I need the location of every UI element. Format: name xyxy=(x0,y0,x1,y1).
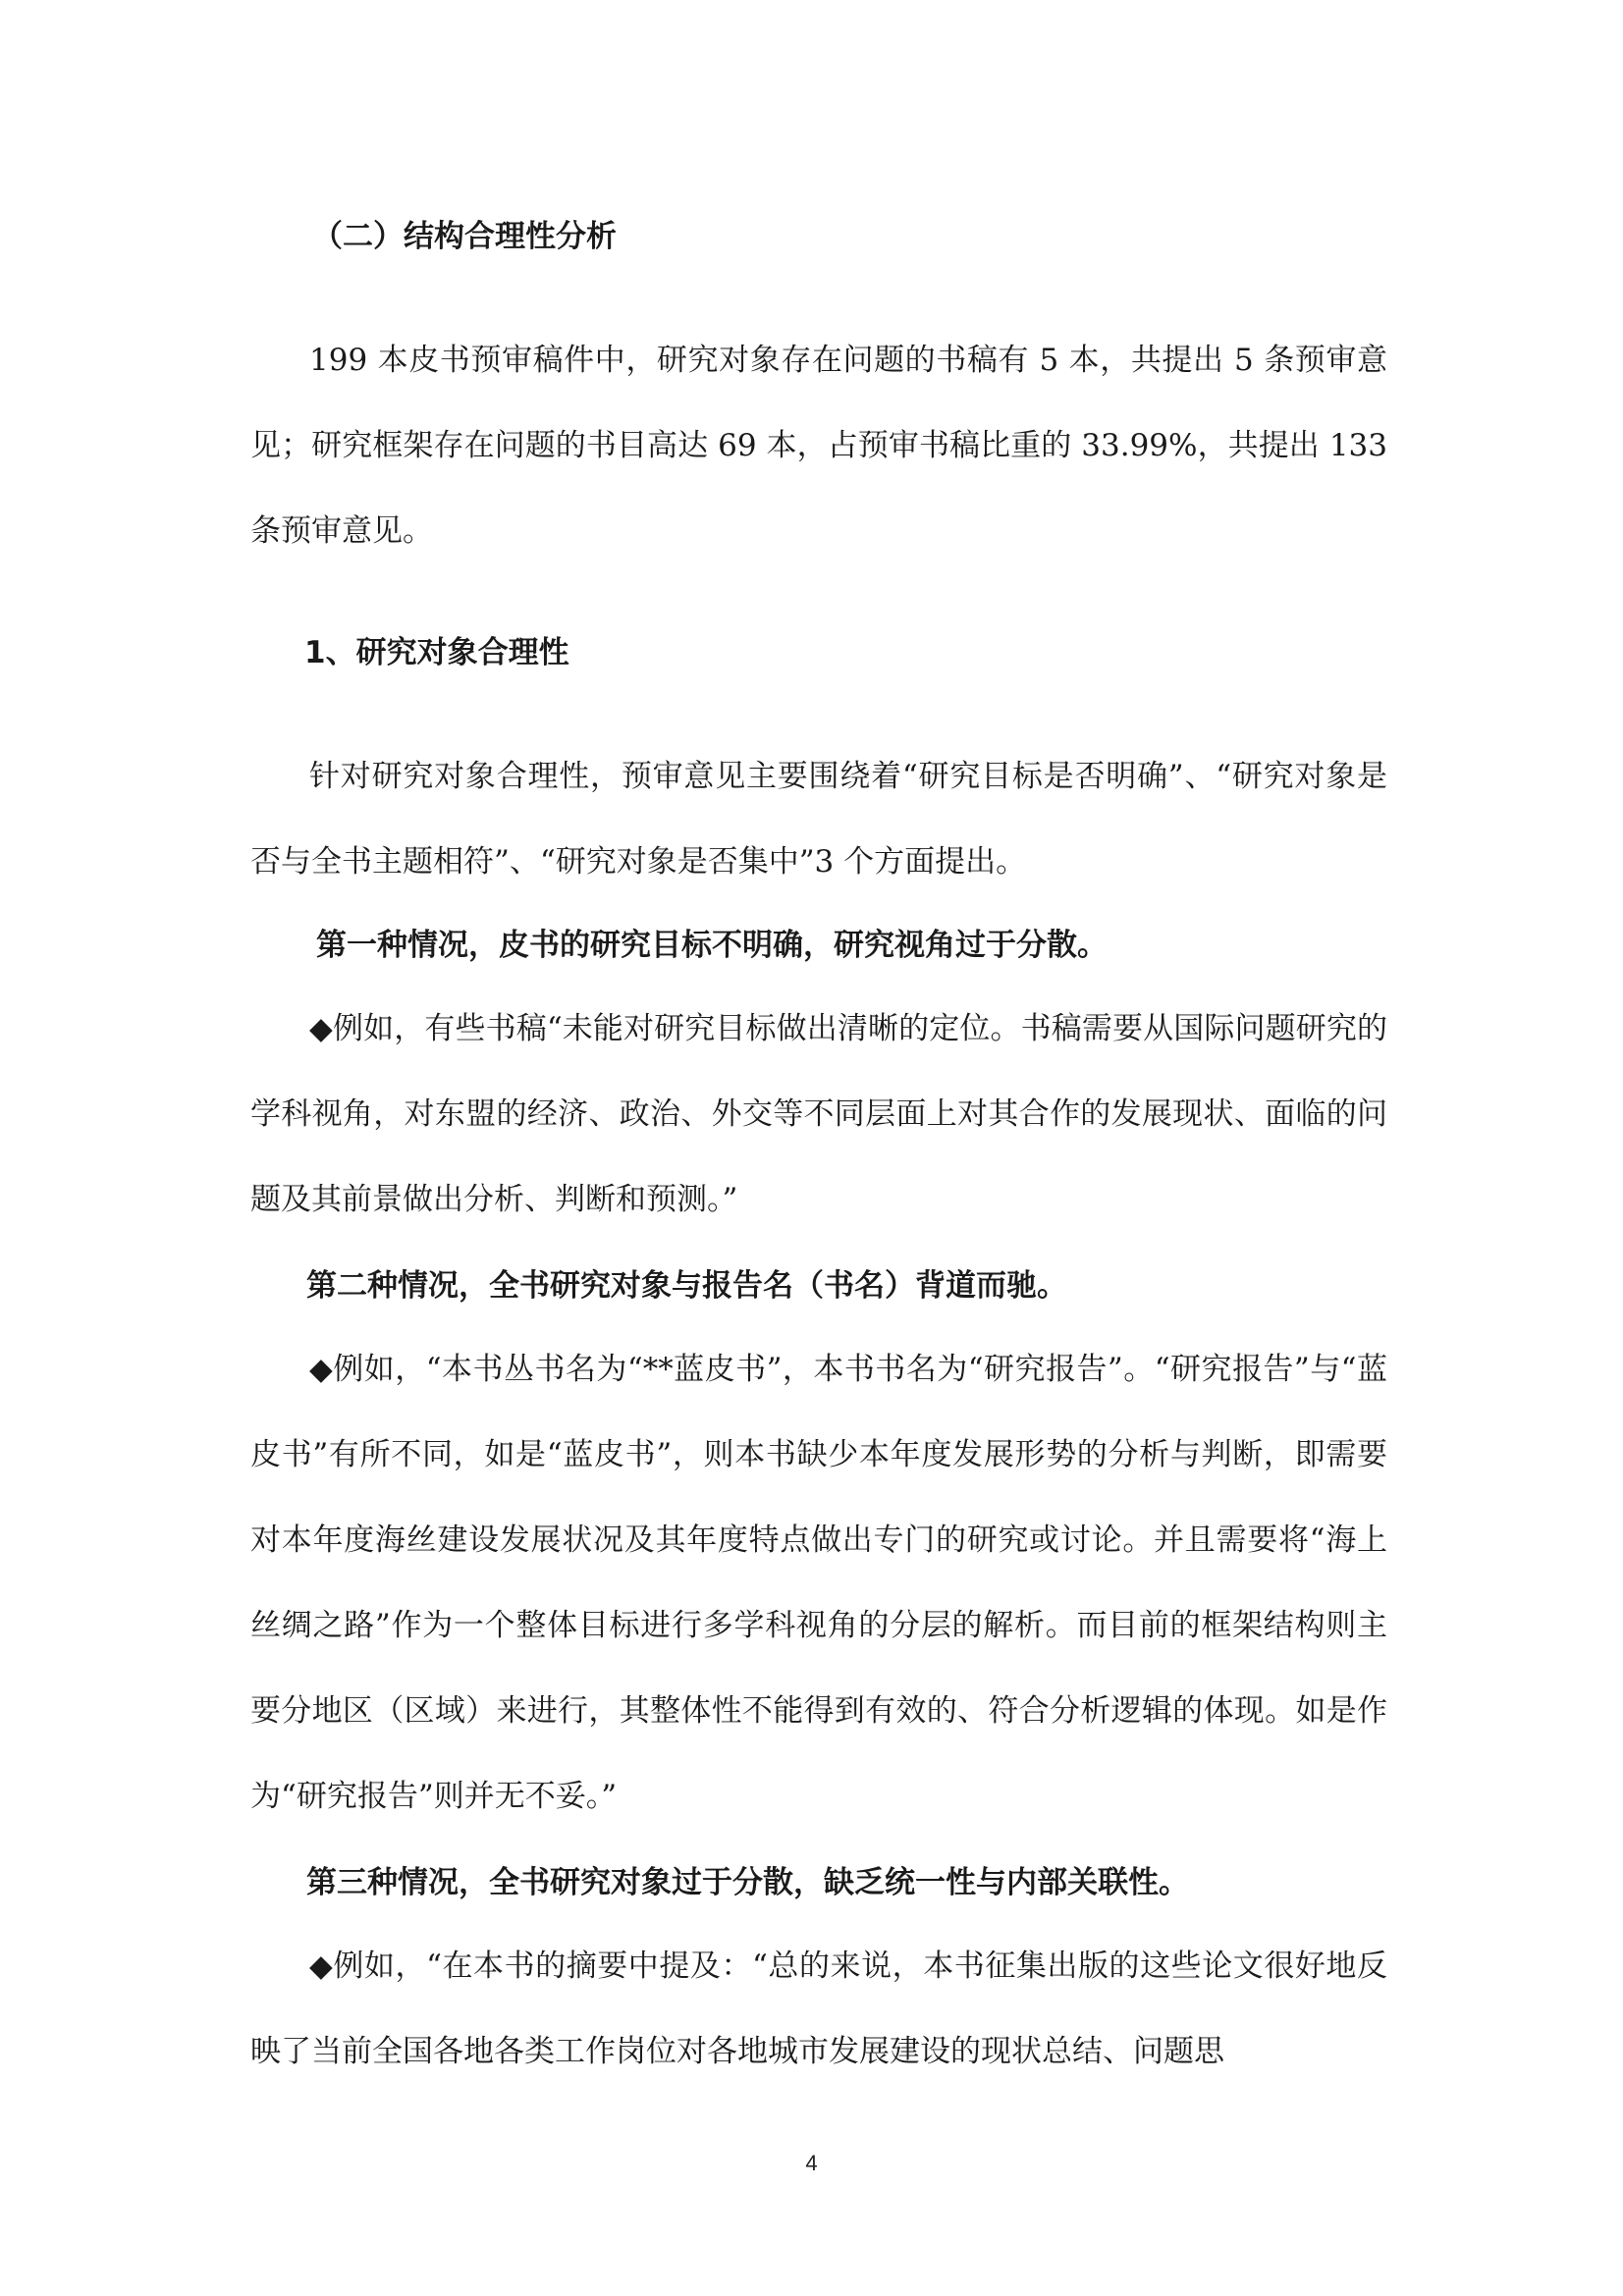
case-1-example: ◆例如，有些书稿“未能对研究目标做出清晰的定位。书稿需要从国际问题研究的学科视角，对东盟的经济、政治、外交等不同层面上对其合作的发展现状、面临的问题及其前景做出分析、判断和预测。” xyxy=(250,1011,1387,1217)
case-3-heading: 第三种情况，全书研究对象过于分散，缺乏统一性与内部关联性。 xyxy=(306,1865,1189,1900)
case-1-heading: 第一种情况，皮书的研究目标不明确，研究视角过于分散。 xyxy=(316,928,1108,963)
section-heading: （二）结构合理性分析 xyxy=(312,219,617,254)
case-3-example: ◆例如，“在本书的摘要中提及：“总的来说，本书征集出版的这些论文很好地反映了当前全国各地各类工作岗位对各地城市发展建设的现状总结、问题思 xyxy=(250,1949,1387,2069)
section-intro-paragraph: 199 本皮书预审稿件中，研究对象存在问题的书稿有 5 本，共提出 5 条预审意见；研究框架存在问题的书目高达 69 本，占预审书稿比重的 33.99%，共提出 133 条预审意见。 xyxy=(250,343,1387,549)
subsection-intro-paragraph: 针对研究对象合理性，预审意见主要围绕着“研究目标是否明确”、“研究对象是否与全书主题相符”、“研究对象是否集中”3 个方面提出。 xyxy=(250,759,1387,880)
case-2-heading: 第二种情况，全书研究对象与报告名（书名）背道而驰。 xyxy=(306,1268,1067,1304)
case-2-example: ◆例如，“本书丛书名为“**蓝皮书”，本书书名为“研究报告”。“研究报告”与“蓝皮书”有所不同，如是“蓝皮书”，则本书缺少本年度发展形势的分析与判断，即需要对本年度海丝建设发展状况及其年度特点做出专门的研究或讨论。并且需要将“海上丝绸之路”作为一个整体目标进行多学科视角的分层的解析。而目前的框架结构则主要分地区（区域）来进行，其整体性不能得到有效的、符合分析逻辑的体现。如是作为“研究报告”则并无不妥。” xyxy=(250,1352,1387,1814)
subsection-heading: 1、研究对象合理性 xyxy=(304,635,569,670)
page-number: 4 xyxy=(805,2151,818,2175)
